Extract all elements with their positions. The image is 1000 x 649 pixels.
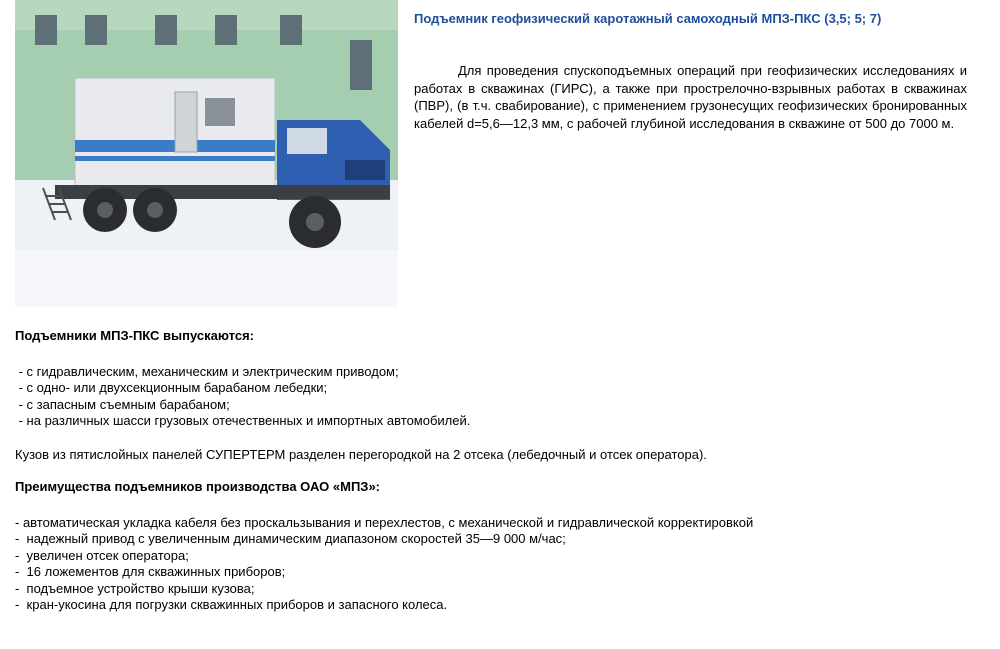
list-item: - подъемное устройство крыши кузова; bbox=[15, 580, 255, 596]
advantages-list bbox=[15, 515, 985, 614]
list-item: - увеличен отсек оператора; bbox=[15, 547, 189, 563]
product-description: Для проведения спускоподъемных операций при геофизических исследованиях и работах в скважинах (ГИРС), а также при прострелочно-взрывных работах в скважинах (ПВР), (в т.ч. свабирование), с применением грузонесущих геофизических бронированных кабелей d=5,6—12,3 мм, с рабочей глубиной исследования в скважине от 500 до 7000 м. bbox=[414, 63, 967, 131]
main-content bbox=[15, 328, 985, 614]
variants-heading: Подъемники МПЗ-ПКС выпускаются: bbox=[15, 328, 254, 343]
list-item: - на различных шасси грузовых отечественных и импортных автомобилей. bbox=[15, 413, 471, 428]
product-title: Подъемник геофизический каротажный самоходный МПЗ-ПКС (3,5; 5; 7) bbox=[414, 11, 882, 26]
list-item: - надежный привод с увеличенным динамическим диапазоном скоростей 35—9 000 м/час; bbox=[15, 531, 566, 546]
advantages-heading: Преимущества подъемников производства ОАО «МПЗ»: bbox=[15, 479, 380, 494]
list-item: - с запасным съемным барабаном; bbox=[15, 396, 230, 412]
product-photo bbox=[15, 0, 398, 307]
variants-list bbox=[15, 364, 985, 430]
truck-photo-icon bbox=[15, 0, 398, 307]
body-note: Кузов из пятислойных панелей СУПЕРТЕРМ разделен перегородкой на 2 отсека (лебедочный и отсек оператора). bbox=[15, 446, 707, 462]
list-item: - кран-укосина для погрузки скважинных приборов и запасного колеса. bbox=[15, 597, 448, 612]
list-item: - 16 ложементов для скважинных приборов; bbox=[15, 564, 286, 579]
list-item: - с гидравлическим, механическим и электрическим приводом; bbox=[15, 363, 399, 379]
list-item: - автоматическая укладка кабеля без проскальзывания и перехлестов, с механической и гидравлической корректировкой bbox=[15, 514, 754, 530]
list-item: - с одно- или двухсекционным барабаном лебедки; bbox=[15, 380, 328, 395]
